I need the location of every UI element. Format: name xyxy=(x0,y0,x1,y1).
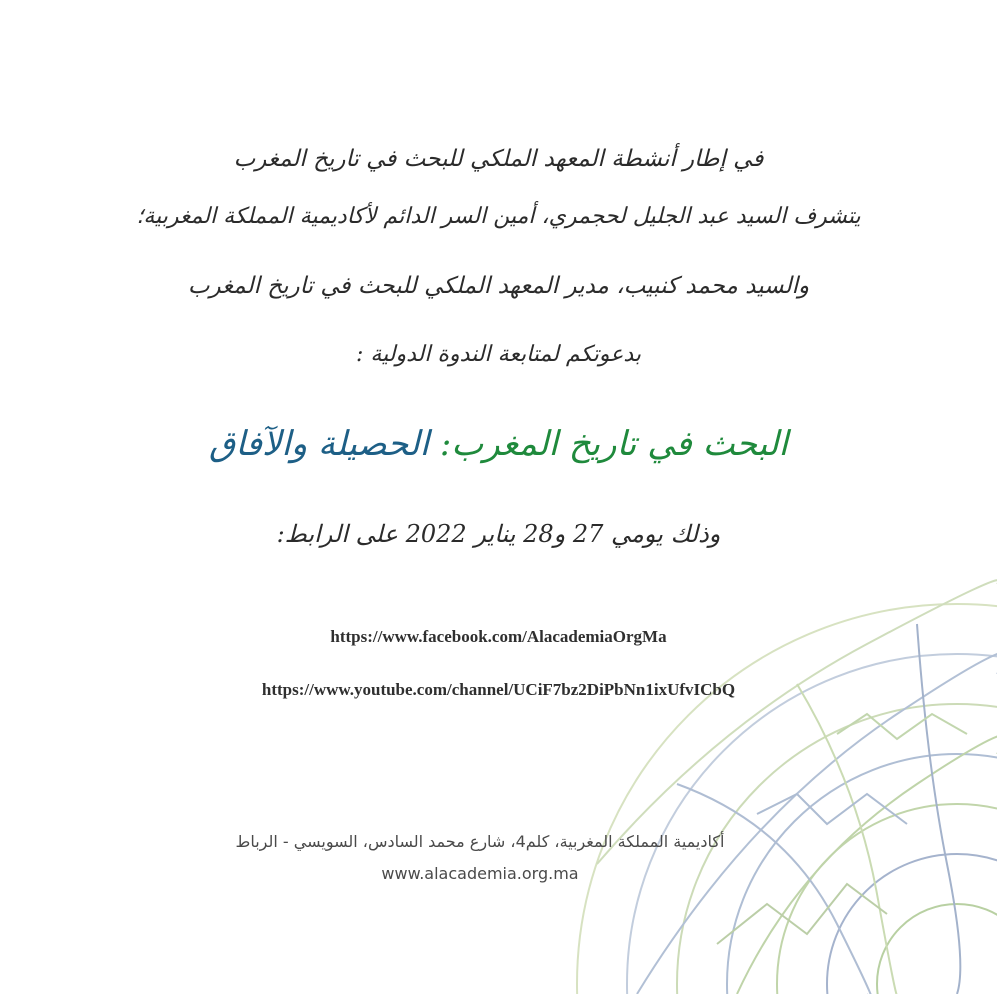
youtube-link[interactable]: https://www.youtube.com/channel/UCiF7bz2DiPbNn1ixUfvICbQ xyxy=(261,680,736,699)
invitation-line-2: يتشرف السيد عبد الجليل لحجمري، أمين السر الدائم لأكاديمية المملكة المغربية؛ xyxy=(136,204,861,229)
invitation-line-3: والسيد محمد كنبيب، مدير المعهد الملكي للبحث في تاريخ المغرب xyxy=(187,273,810,299)
invitation-line-1: في إطار أنشطة المعهد الملكي للبحث في تاريخ المغرب xyxy=(233,146,764,172)
footer-address: أكاديمية المملكة المغربية، كلم4، شارع محمد السادس، السويسي - الرباط xyxy=(235,832,725,851)
footer-website[interactable]: www.alacademia.org.ma xyxy=(381,864,579,883)
facebook-link[interactable]: https://www.facebook.com/AlacademiaOrgMa xyxy=(330,627,667,646)
seminar-title-part-1: البحث في تاريخ المغرب: xyxy=(439,424,788,464)
invitation-line-4: بدعوتكم لمتابعة الندوة الدولية : xyxy=(355,342,642,367)
date-line: وذلك يومي 27 و28 يناير 2022 على الرابط: xyxy=(276,520,721,548)
seminar-title-part-2: الحصيلة والآفاق xyxy=(208,424,430,464)
seminar-title xyxy=(0,424,997,464)
